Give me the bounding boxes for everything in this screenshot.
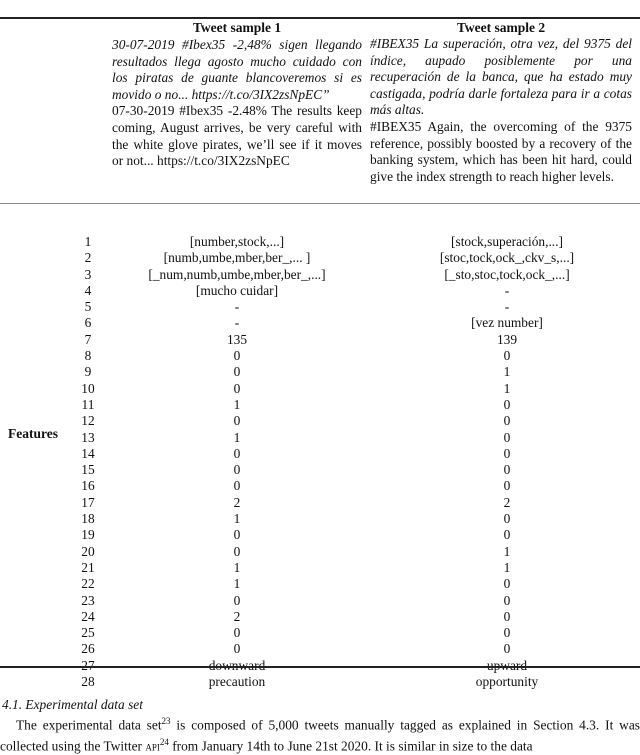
feature-number: 9 <box>84 364 92 380</box>
sample-2-value: 1 <box>503 559 511 575</box>
sample-2-value: 0 <box>503 592 511 608</box>
table-row <box>0 413 640 429</box>
sample-1-value: 0 <box>233 592 241 608</box>
feature-number: 26 <box>81 641 95 657</box>
sample-2-value: [vez number] <box>471 315 543 331</box>
feature-number: 12 <box>81 413 95 429</box>
sample-1-value: 2 <box>233 608 241 624</box>
sample-1-value: 0 <box>233 380 241 396</box>
feature-number: 8 <box>84 348 92 364</box>
tweet-2-original: #IBEX35 La superación, otra vez, del 9375 del índice, aupado posiblemente por una recuperación de la banca, que ha estado muy castigada, podría darle fortaleza para ir a cotas más altas. <box>370 36 632 118</box>
sample-2-value: 0 <box>503 576 511 592</box>
sample-1-value: 0 <box>233 364 241 380</box>
table-row <box>0 625 640 641</box>
table-row <box>0 250 640 266</box>
sample-1-value: 0 <box>233 543 241 559</box>
table-row <box>0 593 640 609</box>
feature-number: 25 <box>81 625 95 641</box>
table-top-rule <box>0 17 640 19</box>
tweet-1-original: 30-07-2019 #Ibex35 -2,48% sigen llegando resultados llega agosto mucho cuidado con los piratas de guante blancoveremos si es movido o no... https://t.co/3IX2zsNpEC” <box>112 37 362 102</box>
para-text: The experimental data set <box>16 717 162 733</box>
sample-2-value: 0 <box>503 625 511 641</box>
feature-number: 4 <box>84 282 92 298</box>
table-row <box>0 641 640 657</box>
sample-2-value: 0 <box>503 511 511 527</box>
feature-number: 17 <box>81 494 95 510</box>
sample-1-value: 0 <box>233 527 241 543</box>
feature-number: 3 <box>84 266 92 282</box>
sample-2-value: [stoc,tock,ock_,ckv_s,...] <box>439 250 575 266</box>
table-row <box>0 283 640 299</box>
table-row <box>0 527 640 543</box>
sample-1-value: 2 <box>233 494 241 510</box>
table-row <box>0 560 640 576</box>
table-row <box>0 267 640 283</box>
sample-2-value: 0 <box>503 641 511 657</box>
sample-2-value: opportunity <box>475 674 539 690</box>
feature-number: 19 <box>81 527 95 543</box>
sample-1-value: 0 <box>233 625 241 641</box>
table-row <box>0 462 640 478</box>
para-text: is composed of 5,000 tweets manually tagged as explained in Section 4.3. It was collected using the Twitter <box>0 717 640 754</box>
tweet-2-translation: #IBEX35 Again, the overcoming of the 9375 reference, possibly boosted by a recovery of the banking system, which has been hit hard, could give the index strength to reach higher levels. <box>370 118 632 184</box>
sample-1-value: [number,stock,...] <box>189 234 285 249</box>
sample-1-value: - <box>234 299 240 315</box>
sample-2-value: 1 <box>503 543 511 559</box>
sample-1-value: 1 <box>233 576 241 592</box>
table-row <box>0 544 640 560</box>
sample-2-value: 0 <box>503 527 511 543</box>
sample-2-value: 0 <box>503 413 511 429</box>
feature-number: 11 <box>81 396 95 412</box>
table-row <box>0 397 640 413</box>
sample-2-value: - <box>504 282 510 298</box>
feature-number: 7 <box>84 331 92 347</box>
feature-number: 20 <box>81 543 95 559</box>
table-row <box>0 495 640 511</box>
feature-number: 6 <box>84 315 92 331</box>
sample-2-value: [_sto,stoc,tock,ock_,...] <box>444 266 570 282</box>
feature-number: 23 <box>81 592 95 608</box>
table-row <box>0 430 640 446</box>
table-row <box>0 234 640 250</box>
sample-2-value: 0 <box>503 396 511 412</box>
feature-number: 15 <box>81 462 95 478</box>
table-row <box>0 609 640 625</box>
feature-number: 16 <box>81 478 95 494</box>
sample-2-value: 0 <box>503 348 511 364</box>
feature-number: 13 <box>81 429 95 445</box>
sample-1-value: 0 <box>233 445 241 461</box>
table-row <box>0 299 640 315</box>
sample-2-value: [stock,superación,...] <box>451 234 563 249</box>
table-row <box>0 478 640 494</box>
section-paragraph <box>0 713 640 755</box>
sample-1-value: 1 <box>233 559 241 575</box>
sample-1-value: - <box>234 315 240 331</box>
sample-1-value: [_num,numb,umbe,mber,ber_,...] <box>148 266 326 282</box>
table-row <box>0 446 640 462</box>
table-row <box>0 511 640 527</box>
header-tweet-sample-1: Tweet sample 1 <box>192 20 282 35</box>
table-row <box>0 576 640 592</box>
features-label: Features <box>8 426 58 441</box>
feature-number: 28 <box>81 674 95 690</box>
table-row <box>0 348 640 364</box>
feature-number: 10 <box>81 380 95 396</box>
tweet-1-translation: 07-30-2019 #Ibex35 -2.48% The results keep coming, August arrives, be very careful with the white glove pirates, we’ll see if it moves or not... https://t.co/3IX2zsNpEC <box>112 103 362 169</box>
feature-number: 5 <box>84 299 92 315</box>
para-text: api <box>145 738 160 754</box>
para-text: from January 14th to June 21st 2020. It is similar in size to the data <box>168 738 533 754</box>
feature-number: 21 <box>81 559 95 575</box>
sample-2-value: 2 <box>503 494 511 510</box>
table-row <box>0 674 640 690</box>
feature-number: 18 <box>81 511 95 527</box>
sample-2-value: 0 <box>503 445 511 461</box>
tweet-sample-1 <box>112 37 362 170</box>
sample-1-value: 135 <box>226 331 248 347</box>
sample-2-value: 139 <box>496 331 518 347</box>
sample-1-value: 0 <box>233 462 241 478</box>
sample-2-value: 1 <box>503 364 511 380</box>
header-rule <box>0 203 640 204</box>
table-row <box>0 315 640 331</box>
footnote-ref: 23 <box>161 716 171 726</box>
sample-1-value: 0 <box>233 348 241 364</box>
feature-number: 2 <box>84 250 92 266</box>
sample-2-value: 0 <box>503 608 511 624</box>
sample-1-value: 1 <box>233 511 241 527</box>
table-row <box>0 332 640 348</box>
sample-1-value: precaution <box>208 674 266 690</box>
feature-number: 22 <box>81 576 95 592</box>
tweet-sample-2 <box>370 36 632 185</box>
feature-number: 14 <box>81 445 95 461</box>
sample-2-value: 0 <box>503 478 511 494</box>
sample-2-value: 0 <box>503 429 511 445</box>
table-row <box>0 381 640 397</box>
sample-1-value: 0 <box>233 413 241 429</box>
header-tweet-sample-2: Tweet sample 2 <box>456 20 546 35</box>
sample-2-value: - <box>504 299 510 315</box>
feature-rows <box>0 234 640 690</box>
table-row <box>0 364 640 380</box>
footnote-ref: 24 <box>159 736 169 747</box>
table-bottom-rule <box>0 666 640 668</box>
sample-2-value: 0 <box>503 462 511 478</box>
feature-number: 24 <box>81 608 95 624</box>
sample-1-value: [numb,umbe,mber,ber_,... ] <box>163 250 311 266</box>
sample-2-value: 1 <box>503 380 511 396</box>
sample-1-value: 1 <box>233 396 241 412</box>
sample-1-value: 1 <box>233 429 241 445</box>
section-heading: 4.1. Experimental data set <box>2 697 143 712</box>
sample-1-value: [mucho cuidar] <box>195 282 279 298</box>
sample-1-value: 0 <box>233 478 241 494</box>
feature-number: 1 <box>84 234 92 249</box>
sample-1-value: 0 <box>233 641 241 657</box>
